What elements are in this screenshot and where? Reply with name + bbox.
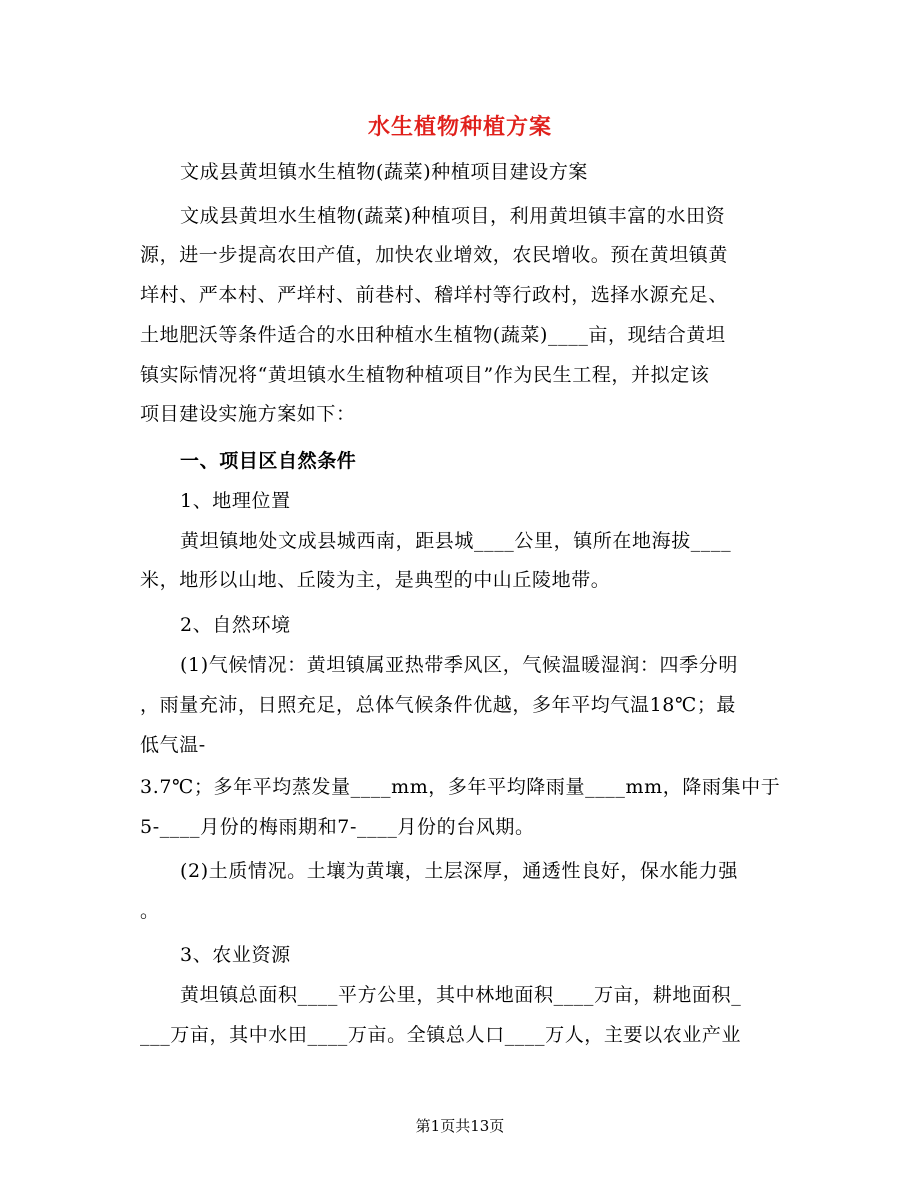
paragraph-line: 镇实际情况将“黄坦镇水生植物种植项目”作为民生工程，并拟定该 bbox=[140, 364, 710, 386]
paragraph-line: 土地肥沃等条件适合的水田种植水生植物(蔬菜)____亩，现结合黄坦 bbox=[140, 324, 726, 346]
paragraph-line: ，雨量充沛，日照充足，总体气候条件优越，多年平均气温18℃；最 bbox=[140, 694, 737, 716]
page-number: 第1页共13页 bbox=[415, 1117, 505, 1135]
paragraph-line: 文成县黄坦水生植物(蔬菜)种植项目，利用黄坦镇丰富的水田资 bbox=[180, 205, 726, 227]
paragraph-line: 源，进一步提高农田产值，加快农业增效，农民增收。预在黄坦镇黄 bbox=[140, 244, 729, 266]
paragraph-line: 米，地形以山地、丘陵为主，是典型的中山丘陵地带。 bbox=[140, 569, 611, 591]
paragraph-line: (1)气候情况：黄坦镇属亚热带季风区，气候温暖湿润：四季分明 bbox=[180, 654, 738, 676]
paragraph-line: 黄坦镇地处文成县城西南，距县城____公里，镇所在地海拔____ bbox=[180, 530, 732, 552]
subtitle-line: 文成县黄坦镇水生植物(蔬菜)种植项目建设方案 bbox=[180, 161, 589, 183]
paragraph-line: 黄坦镇总面积____平方公里，其中林地面积____万亩，耕地面积_ bbox=[180, 984, 742, 1006]
subsection-heading: 2、自然环境 bbox=[180, 614, 291, 636]
paragraph-line: 3.7℃；多年平均蒸发量____mm，多年平均降雨量____mm，降雨集中于 bbox=[140, 776, 781, 798]
section-heading: 一、项目区自然条件 bbox=[180, 450, 357, 472]
subsection-heading: 1、地理位置 bbox=[180, 490, 291, 512]
paragraph-line: 项目建设实施方案如下： bbox=[140, 403, 356, 425]
paragraph-line: 低气温- bbox=[140, 734, 206, 756]
paragraph-line: 。 bbox=[140, 900, 160, 922]
paragraph-line: 5-____月份的梅雨期和7-____月份的台风期。 bbox=[140, 816, 535, 838]
paragraph-line: ___万亩，其中水田____万亩。全镇总人口____万人，主要以农业产业 bbox=[140, 1024, 742, 1046]
document-title: 水生植物种植方案 bbox=[367, 114, 552, 140]
paragraph-line: 垟村、严本村、严垟村、前巷村、稽垟村等行政村，选择水源充足、 bbox=[140, 284, 729, 306]
paragraph-line: (2)土质情况。土壤为黄壤，土层深厚，通透性良好，保水能力强 bbox=[180, 860, 738, 882]
subsection-heading: 3、农业资源 bbox=[180, 944, 291, 966]
